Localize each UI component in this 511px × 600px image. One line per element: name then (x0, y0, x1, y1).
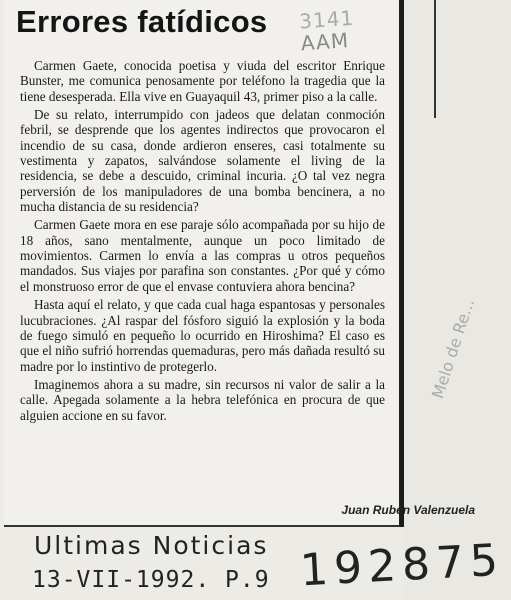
handwritten-catalog-number: 192875 (298, 534, 506, 597)
paragraph: De su relato, interrumpido con jadeos que delatan conmoción febril, se desprende que los agentes indirectos que provocaron el incendio de su casa, donde ardieron enseres, casi totalmente su vestimenta y zapatos, salvándose solamente el living de la residencia, se debe a descuido, criminal incuria. ¿O tal vez negra perversión de los manipuladores de una bomba bencinera, a no mucha distancia de su residencia? (20, 107, 385, 215)
article-body (20, 58, 385, 426)
paragraph: Carmen Gaete, conocida poetisa y viuda del escritor Enrique Bunster, me comunica penosamente por teléfono la tragedia que la tiene desesperada. Ella vive en Guayaquil 43, primer piso a la calle. (20, 58, 385, 104)
margin-edge-line (434, 0, 436, 118)
reference-line-1: 3141 (298, 5, 355, 34)
handwritten-reference (299, 6, 372, 55)
paragraph: Carmen Gaete mora en ese paraje sólo acompañada por su hijo de 18 años, sano mentalmente, aunque un poco limitado de movimientos. Carmen lo envía a las compras u otros pequeños mandados. Sus viajes por parafina son constantes. ¿Por qué y cómo el monstruoso error de que el envase contuviera ahora bencina? (20, 217, 385, 294)
article-headline: Errores fatídicos (16, 4, 268, 39)
author-byline: Juan Rubén Valenzuela (341, 503, 475, 517)
faded-margin-note: Melo de Re... (428, 296, 479, 401)
handwritten-source: Ultimas Noticias (34, 531, 269, 560)
handwritten-date: 13-VII-1992. P.9 (32, 567, 270, 593)
reference-line-2: AAM (300, 28, 350, 56)
paragraph: Hasta aquí el relato, y que cada cual haga espantosas y personales lucubraciones. ¿Al raspar del fósforo siguió la explosión y la boda de fuego simuló en pequeño lo ocurrido en Hiroshima? El caso es que el niño sufrió horrendas quemaduras, pero más dañada resultó su madre por lo instintivo de protegerlo. (20, 297, 385, 374)
paragraph: Imaginemos ahora a su madre, sin recursos ni valor de salir a la calle. Apegada solamente a la hebra telefónica en procura de que alguien accione en su favor. (20, 376, 385, 423)
